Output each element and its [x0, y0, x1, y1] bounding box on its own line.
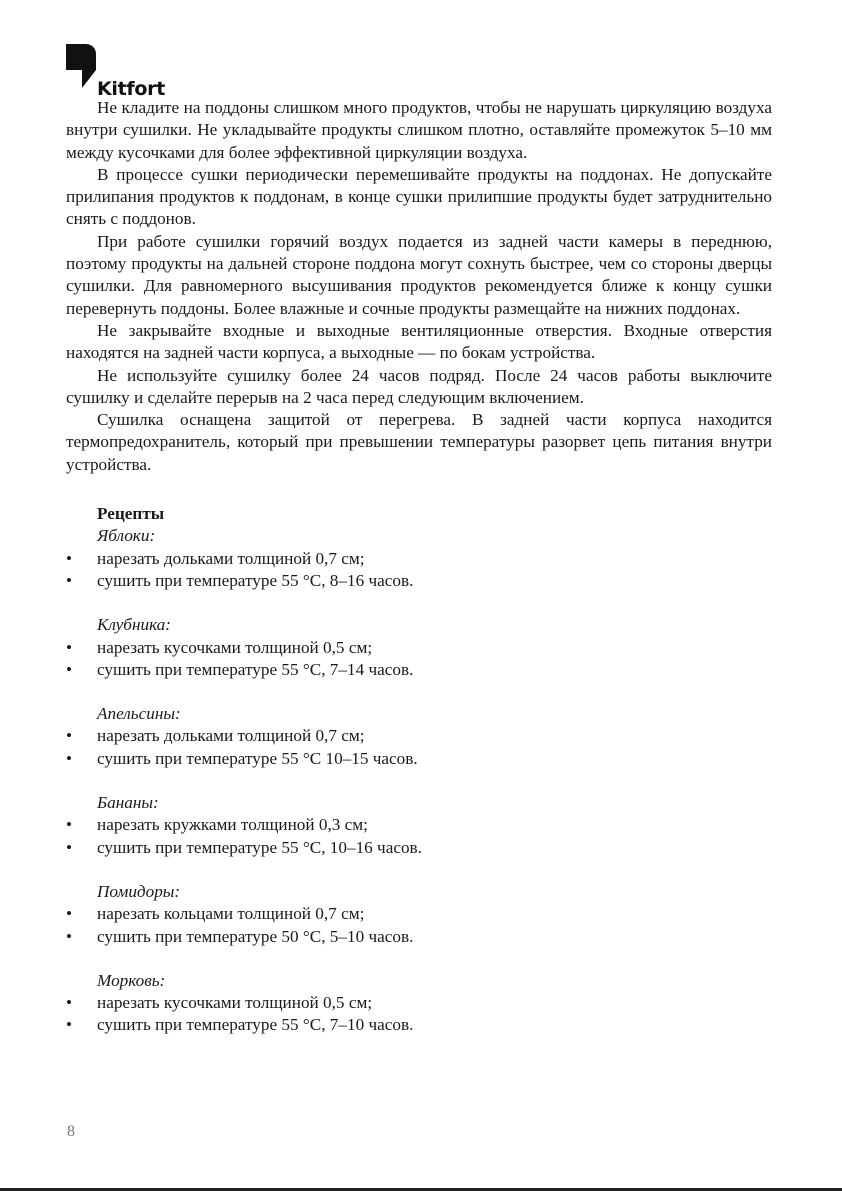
recipe [66, 525, 772, 592]
recipe-steps [66, 992, 772, 1037]
recipe-step: • нарезать кусочками толщиной 0,5 см; [66, 637, 772, 659]
recipe-step: • сушить при температуре 55 °С, 10–16 часов. [66, 837, 772, 859]
recipes-heading: Рецепты [97, 504, 165, 524]
recipe-step: • нарезать дольками толщиной 0,7 см; [66, 725, 772, 747]
recipe-step: • нарезать кусочками толщиной 0,5 см; [66, 992, 772, 1014]
recipe-steps [66, 903, 772, 948]
recipe-step: • нарезать дольками толщиной 0,7 см; [66, 548, 772, 570]
recipe-name: Апельсины: [97, 704, 181, 724]
recipe-step: • сушить при температуре 55 °С 10–15 часов. [66, 748, 772, 770]
recipe-steps [66, 725, 772, 770]
paragraph: Сушилка оснащена защитой от перегрева. В задней части корпуса находится термопредохранитель, который при превышении температуры разорвет цепь питания внутри устройства. [66, 410, 772, 474]
recipe-name: Помидоры: [97, 881, 181, 901]
recipe-step: • сушить при температуре 55 °С, 8–16 часов. [66, 570, 772, 592]
recipe [66, 970, 772, 1037]
recipe-name: Клубника: [97, 615, 172, 635]
recipe [66, 881, 772, 948]
paragraph: Не используйте сушилку более 24 часов подряд. После 24 часов работы выключите сушилку и сделайте перерыв на 2 часа перед следующим включением. [66, 365, 772, 407]
paragraph: Не кладите на поддоны слишком много продуктов, чтобы не нарушать циркуляцию воздуха внутри сушилки. Не укладывайте продукты слишком плотно, оставляйте промежуток 5–10 мм между кусочками для более эффективной циркуляции воздуха. [66, 98, 772, 162]
recipe-steps [66, 814, 772, 859]
recipe-name: Морковь: [97, 970, 166, 990]
kitfort-flag-icon [66, 44, 96, 100]
recipe-steps [66, 548, 772, 593]
recipe-step: • сушить при температуре 55 °С, 7–14 часов. [66, 659, 772, 681]
recipe-name: Яблоки: [97, 526, 156, 546]
recipe-name: Бананы: [97, 793, 159, 813]
recipe-step: • нарезать кружками толщиной 0,3 см; [66, 814, 772, 836]
recipe-steps [66, 637, 772, 682]
recipe-step: • сушить при температуре 55 °С, 7–10 часов. [66, 1014, 772, 1036]
paragraph: Не закрывайте входные и выходные вентиляционные отверстия. Входные отверстия находятся на задней части корпуса, а выходные — по бокам устройства. [66, 320, 772, 363]
paragraph: При работе сушилки горячий воздух подается из задней части камеры в переднюю, поэтому продукты на дальней стороне поддона могут сохнуть быстрее, чем со стороны дверцы сушилки. Для равномерного высушивания продуктов рекомендуется ближе к концу сушки перевернуть поддоны. Более влажные и сочные продукты размещайте на нижних поддонах. [66, 231, 772, 318]
recipe [66, 614, 772, 681]
recipe-step: • нарезать кольцами толщиной 0,7 см; [66, 903, 772, 925]
recipe-step: • сушить при температуре 50 °С, 5–10 часов. [66, 926, 772, 948]
recipe [66, 703, 772, 770]
paragraph: В процессе сушки периодически перемешивайте продукты на поддонах. Не допускайте прилипания продуктов к поддонам, в конце сушки прилипшие продукты будет затруднительно снять с поддонов. [66, 164, 772, 229]
document-body [66, 97, 772, 1037]
recipe [66, 792, 772, 859]
page-number: 8 [67, 1123, 75, 1140]
brand-name: Kitfort [97, 78, 165, 100]
